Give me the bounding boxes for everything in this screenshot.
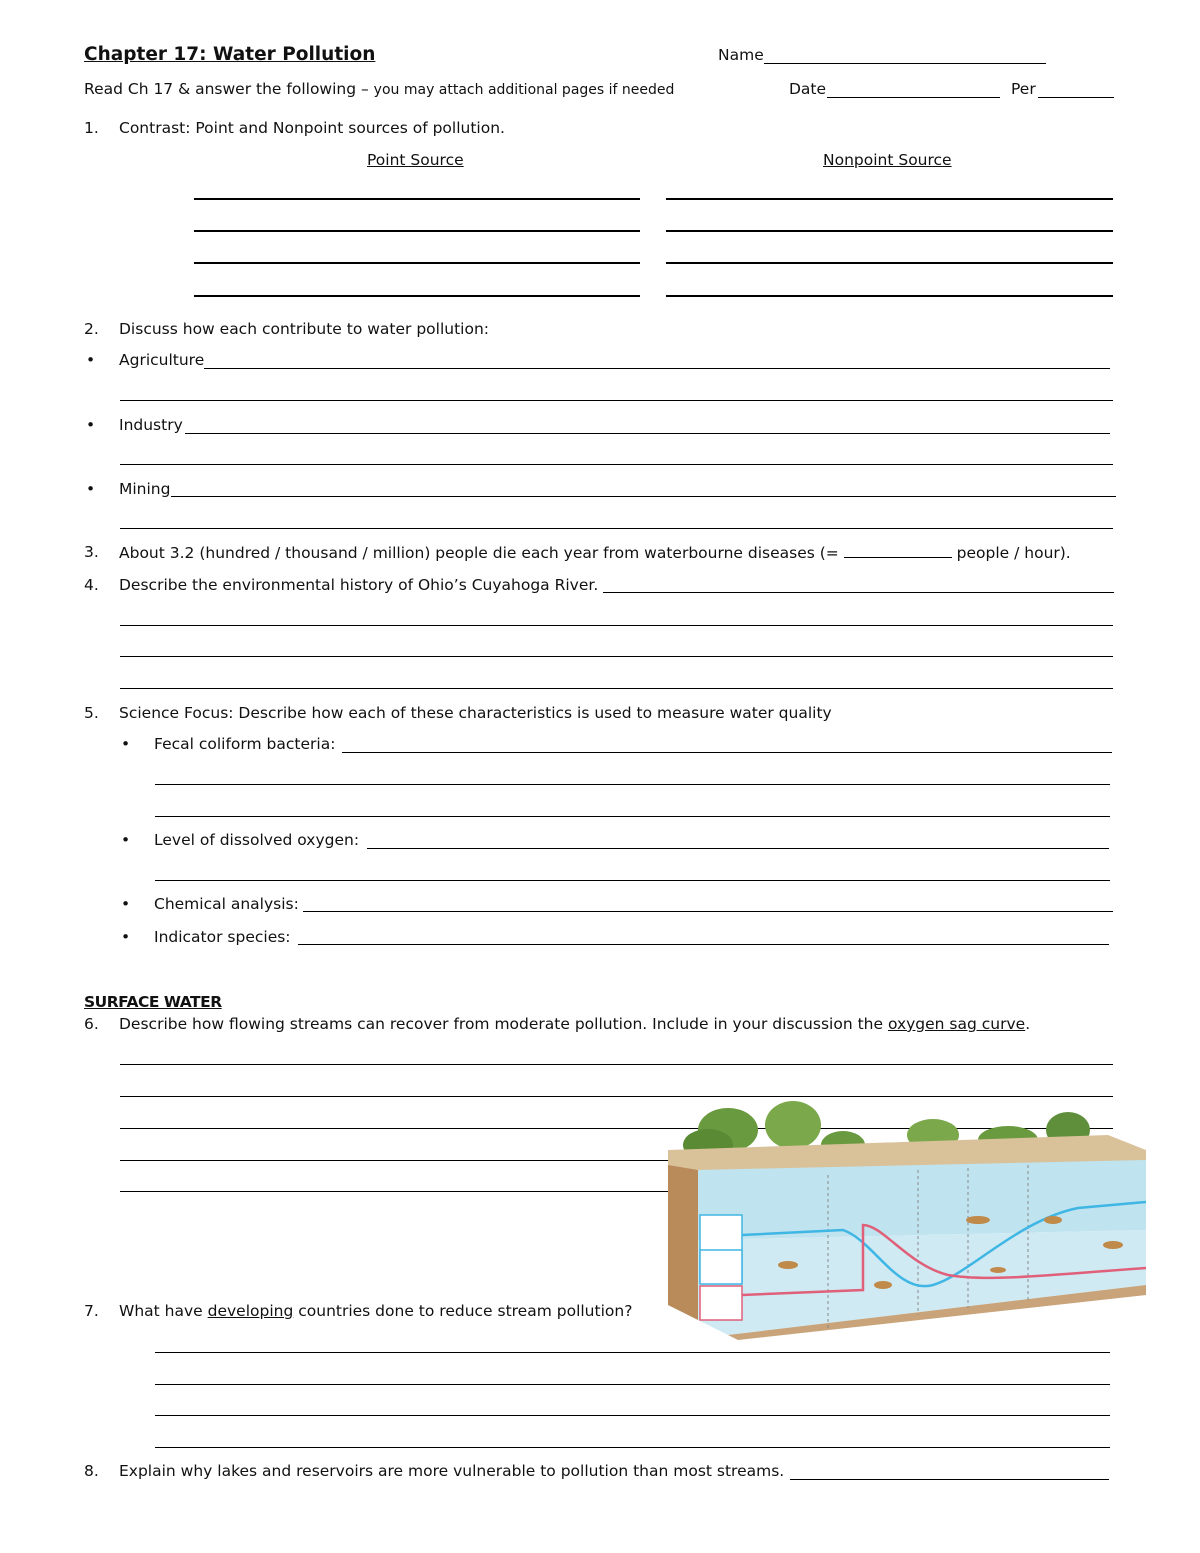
bullet-icon [121,735,130,753]
instructions-main: Read Ch 17 & answer the following – [84,80,374,98]
stream-oxygen-sag-illustration [668,1090,1146,1340]
dissolved-oxygen-label: Level of dissolved oxygen: [154,831,360,849]
q4-answer-line[interactable] [603,592,1114,593]
indicator-species-label: Indicator species: [154,928,291,946]
q1-number: 1. [84,119,99,137]
q3-text-before: About 3.2 (hundred / thousand / million) people die each year from waterbourne diseases (= [119,544,844,562]
dissolved-oxygen-answer-line[interactable] [367,848,1109,849]
agriculture-answer-line[interactable] [120,400,1113,401]
instructions-note: you may attach additional pages if needed [373,82,675,98]
q4-text: Describe the environmental history of Ohio’s Cuyahoga River. [119,576,599,594]
chemical-analysis-label: Chemical analysis: [154,895,299,913]
bullet-icon [86,480,95,498]
dissolved-oxygen-answer-line[interactable] [155,880,1110,881]
instructions [84,80,674,98]
fecal-coliform-label: Fecal coliform bacteria: [154,735,336,753]
q4-number: 4. [84,576,99,594]
point-source-line[interactable] [194,198,640,200]
bullet-icon [121,895,130,913]
nonpoint-source-line[interactable] [666,198,1113,200]
q8-answer-line[interactable] [790,1479,1109,1480]
q4-answer-line[interactable] [120,625,1113,626]
q7-text [119,1302,632,1320]
mining-label: Mining [119,480,171,498]
industry-answer-line[interactable] [185,433,1110,434]
nonpoint-source-line[interactable] [666,295,1113,297]
q6-text-before: Describe how flowing streams can recover from moderate pollution. Include in your discussion the [119,1015,888,1033]
point-source-line[interactable] [194,295,640,297]
bullet-icon [86,416,95,434]
people-per-hour-blank[interactable] [844,543,952,558]
mining-answer-line[interactable] [171,496,1116,497]
q8-number: 8. [84,1462,99,1480]
period-field[interactable] [1038,97,1114,98]
fecal-coliform-answer-line[interactable] [155,816,1110,817]
industry-answer-line[interactable] [120,464,1113,465]
nonpoint-source-line[interactable] [666,262,1113,264]
q4-answer-line[interactable] [120,656,1113,657]
period-label: Per [1011,80,1036,98]
nonpoint-source-line[interactable] [666,230,1113,232]
agriculture-label: Agriculture [119,351,205,369]
q7-answer-line[interactable] [155,1415,1110,1416]
industry-label: Industry [119,416,183,434]
q4-answer-line[interactable] [120,688,1113,689]
q6-text [119,1015,1030,1033]
q8-text: Explain why lakes and reservoirs are more vulnerable to pollution than most streams. [119,1462,785,1480]
nonpoint-source-heading: Nonpoint Source [823,151,952,169]
q2-text: Discuss how each contribute to water pollution: [119,320,489,338]
agriculture-answer-line[interactable] [204,368,1110,369]
fecal-coliform-answer-line[interactable] [342,752,1112,753]
bullet-icon [121,831,130,849]
name-label: Name [718,46,764,64]
q6-answer-line[interactable] [120,1064,1113,1065]
q7-text-before: What have [119,1302,208,1320]
q7-answer-line[interactable] [155,1447,1110,1448]
indicator-species-answer-line[interactable] [298,944,1109,945]
fecal-coliform-answer-line[interactable] [155,784,1110,785]
page-title: Chapter 17: Water Pollution [84,44,376,65]
mining-answer-line[interactable] [120,528,1113,529]
q7-text-after: countries done to reduce stream pollution? [293,1302,633,1320]
point-source-line[interactable] [194,262,640,264]
q3-text-after: people / hour). [951,544,1071,562]
oxygen-sag-curve-term: oxygen sag curve [887,1015,1026,1033]
q6-text-after: . [1025,1015,1031,1033]
chemical-analysis-answer-line[interactable] [303,911,1113,912]
developing-term: developing [207,1302,294,1320]
date-field[interactable] [827,97,1000,98]
q5-text: Science Focus: Describe how each of these characteristics is used to measure water quality [119,704,832,722]
bullet-icon [86,351,95,369]
q7-answer-line[interactable] [155,1384,1110,1385]
name-field[interactable] [764,63,1046,64]
bullet-icon [121,928,130,946]
q5-number: 5. [84,704,99,722]
q1-text: Contrast: Point and Nonpoint sources of pollution. [119,119,505,137]
q3-number: 3. [84,543,99,561]
q2-number: 2. [84,320,99,338]
point-source-heading: Point Source [367,151,464,169]
point-source-line[interactable] [194,230,640,232]
q6-number: 6. [84,1015,99,1033]
q7-answer-line[interactable] [155,1352,1110,1353]
q3-text [119,543,1071,562]
q7-number: 7. [84,1302,99,1320]
date-label: Date [789,80,827,98]
section-heading: SURFACE WATER [84,993,222,1011]
